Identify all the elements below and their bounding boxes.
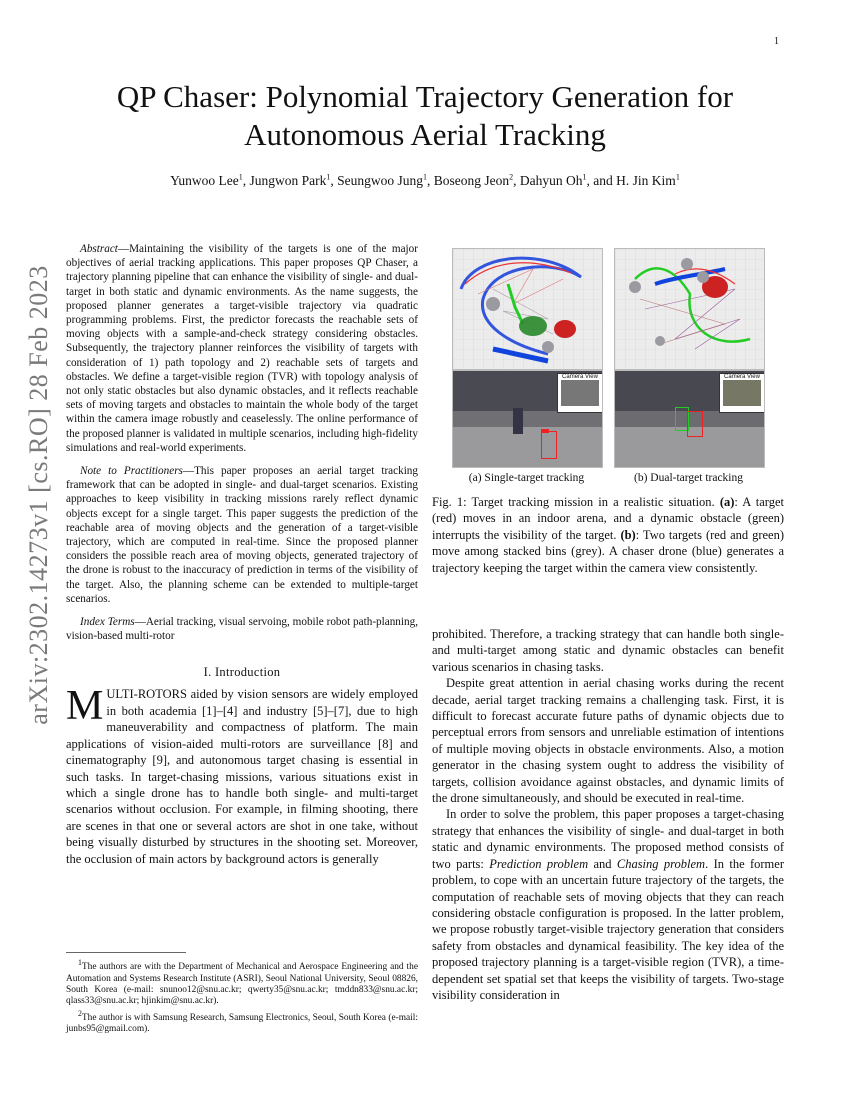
abstract-label: Abstract [80, 243, 118, 255]
author: Boseong Jeon$^2$, [433, 172, 520, 188]
author: Seungwoo Jung$^1$, [337, 172, 434, 188]
arxiv-identifier: arXiv:2302.14273v1 [cs.RO] 28 Feb 2023 [24, 265, 53, 725]
page-number: 1 [774, 36, 779, 47]
index-terms-label: Index Terms [80, 616, 135, 629]
index-terms-text: —Aerial tracking, visual servoing, mobile robot path-planning, vision-based multi-rotor [66, 616, 418, 643]
footnote-2: $^2$The author is with Samsung Research, Samsung Electronics, Seoul, South Korea (e-mail: junbs95@gmail.com). [66, 1008, 418, 1035]
trajectory-plot-b [615, 249, 764, 369]
camera-view-label: Camera View [724, 374, 760, 380]
intro-paragraph-1 [66, 683, 418, 866]
practitioners-text: —This paper proposes an aerial target tracking framework that can be adopted in single- and dual-target scenarios. Existing approaches to keep visibility in tracking missions rarely reflect dynamic objects except for a single target. This paper suggests the prediction of the reachable area of moving objects and the generation of a target-visible trajectory, which are computed in real-time. Since the proposed planner considers the possible reach area of moving objects, generated trajectory of the drone is robust to the inaccuracy of prediction in terms of the visibility of the target. Also, the planning scheme can be extended to multiple-target scenarios. [66, 465, 418, 605]
author: Dahyun Oh$^1$, and [519, 172, 617, 188]
abstract [66, 242, 418, 455]
author: Jungwon Park$^1$, [249, 172, 338, 188]
intro-paragraph-3: In order to solve the problem, this paper proposes a target-chasing strategy that enhances the visibility of single- and dual-target in both static and dynamic environments. The proposed method consists of two parts: Prediction problem and Chasing problem. In the former problem, to cope with an uncertain future trajectory of the targets, the computation of reachable sets of moving objects that they can reach considering obstacle configuration is proposed. In the latter problem, we propose robustly target-visible trajectory generation that considers safety from obstacles and dynamical feasibility. The key idea of the proposed trajectory planning is a target-visible region (TVR), a time-dependent set spatial set that keeps the visibility of targets. Two-stage visibility consideration in [432, 807, 784, 1002]
author: Yunwoo Lee$^1$, [170, 172, 250, 188]
left-column [66, 242, 418, 867]
figure-panel-a-plot [452, 248, 603, 370]
footnote-rule [66, 952, 186, 953]
right-column [432, 626, 784, 1003]
camera-view-label: Camera View [562, 374, 598, 380]
camera-view-inset [557, 373, 603, 413]
trajectory-plot-a [453, 249, 602, 369]
index-terms [66, 615, 418, 643]
abstract-text: —Maintaining the visibility of the targets is one of the major objectives of aerial tracking applications. This paper proposes QP Chaser, a trajectory planning pipeline that can enhance the visibility of single- and dual-target in both static and dynamic environments. As the name suggests, the proposed planner generates a target-visible trajectory via quadratic programming problems. First, the predictor forecasts the reachable sets of moving objects with a sample-and-check strategy considering obstacles. Subsequently, the trajectory planner reinforces the visibility of targets with consideration of 1) path topology and 2) reachable sets of targets and obstacles. We define a target-visible region (TVR) with topology analysis of not only static obstacles but also dynamic obstacles, and it reflects reachable sets of moving targets and obstacles to maintain the whole body of the target within the camera image robustly and ceaselessly. The online performance of the proposed planner is validated in multiple scenarios, including high-fidelity simulations and real-world experiments. [66, 243, 418, 454]
intro-paragraph-cont: prohibited. Therefore, a tracking strategy that can handle both single- and multi-target among static and dynamic obstacles can benefit various scenarios in chasing tasks. [432, 627, 784, 674]
camera-view-inset [719, 373, 765, 413]
arxiv-sidebar [14, 265, 64, 725]
intro-text: aided by vision sensors are widely employed in both academia [1]–[4] and industry [5]–[7], due to high maneuverability and compactness of platform. The main applications of vision-aided multi-rotors are surveillance [8] and cinematography [9], and autonomous target chasing is essential in such tasks. In target-chasing missions, various situations exist in which a single drone has to handle both single- and multi-target scenarios without occlusion. For example, in filming shooting, there are scenes in that one or several actors are shot in one take, without being visually disturbed by structures in the shooting set. Moreover, the occlusion of main actors by background actors is generally [66, 687, 418, 866]
footnote-1: $^1$The authors are with the Department of Mechanical and Aerospace Engineering and the Automation and Systems Research Institute (ASRI), Seoul National University, Seoul 08826, South Korea (e-mail: snunoo12@snu.ac.kr; qwerty35@snu.ac.kr; tmddn833@snu.ac.kr; qlass33@snu.ac.kr; hjinkim@snu.ac.kr). [66, 958, 418, 1007]
subcaption-b: (b) Dual-target tracking [634, 472, 743, 484]
subcaption-a: (a) Single-target tracking [468, 472, 585, 484]
footnotes [66, 952, 418, 1036]
figure-caption: Fig. 1: Target tracking mission in a realistic situation. (a): A target (red) moves in an indoor arena, and a dynamic obstacle (green) interrupts the visibility of the target. (b): Two targets (red and green) move among stacked bins (grey). A chaser drone (blue) generates a trajectory keeping the target within the camera view consistently. [432, 495, 784, 575]
author-list [70, 172, 780, 189]
figure-panel-b-plot [614, 248, 765, 370]
practitioners-label: Note to Practitioners [80, 465, 183, 478]
section-heading: I. Introduction [203, 665, 281, 680]
figure-panel-b-photo [614, 370, 765, 468]
paper-title [70, 78, 780, 154]
drop-cap: M [66, 683, 104, 730]
figure-panel-a-photo [452, 370, 603, 468]
title-line-1: QP Chaser: Polynomial Trajectory Generation for [116, 79, 734, 114]
first-word: ULTI-ROTORS [106, 687, 187, 702]
note-to-practitioners [66, 464, 418, 606]
author: H. Jin Kim$^1$ [616, 172, 680, 188]
title-line-2: Autonomous Aerial Tracking [244, 117, 606, 152]
intro-paragraph-2: Despite great attention in aerial chasing works during the recent decade, aerial target tracking remains a challenging task. First, it is difficult to forecast accurate future paths of dynamic objects due to perceptual errors from sensors and unreliable estimation of intentions of multiple moving objects in obstacle environments. Also, a motion generator in the chasing system ought to address the visibility of targets, collision avoidance against obstacles, and dynamic limits of the drone simultaneously, and should be executed in real-time. [432, 676, 784, 806]
